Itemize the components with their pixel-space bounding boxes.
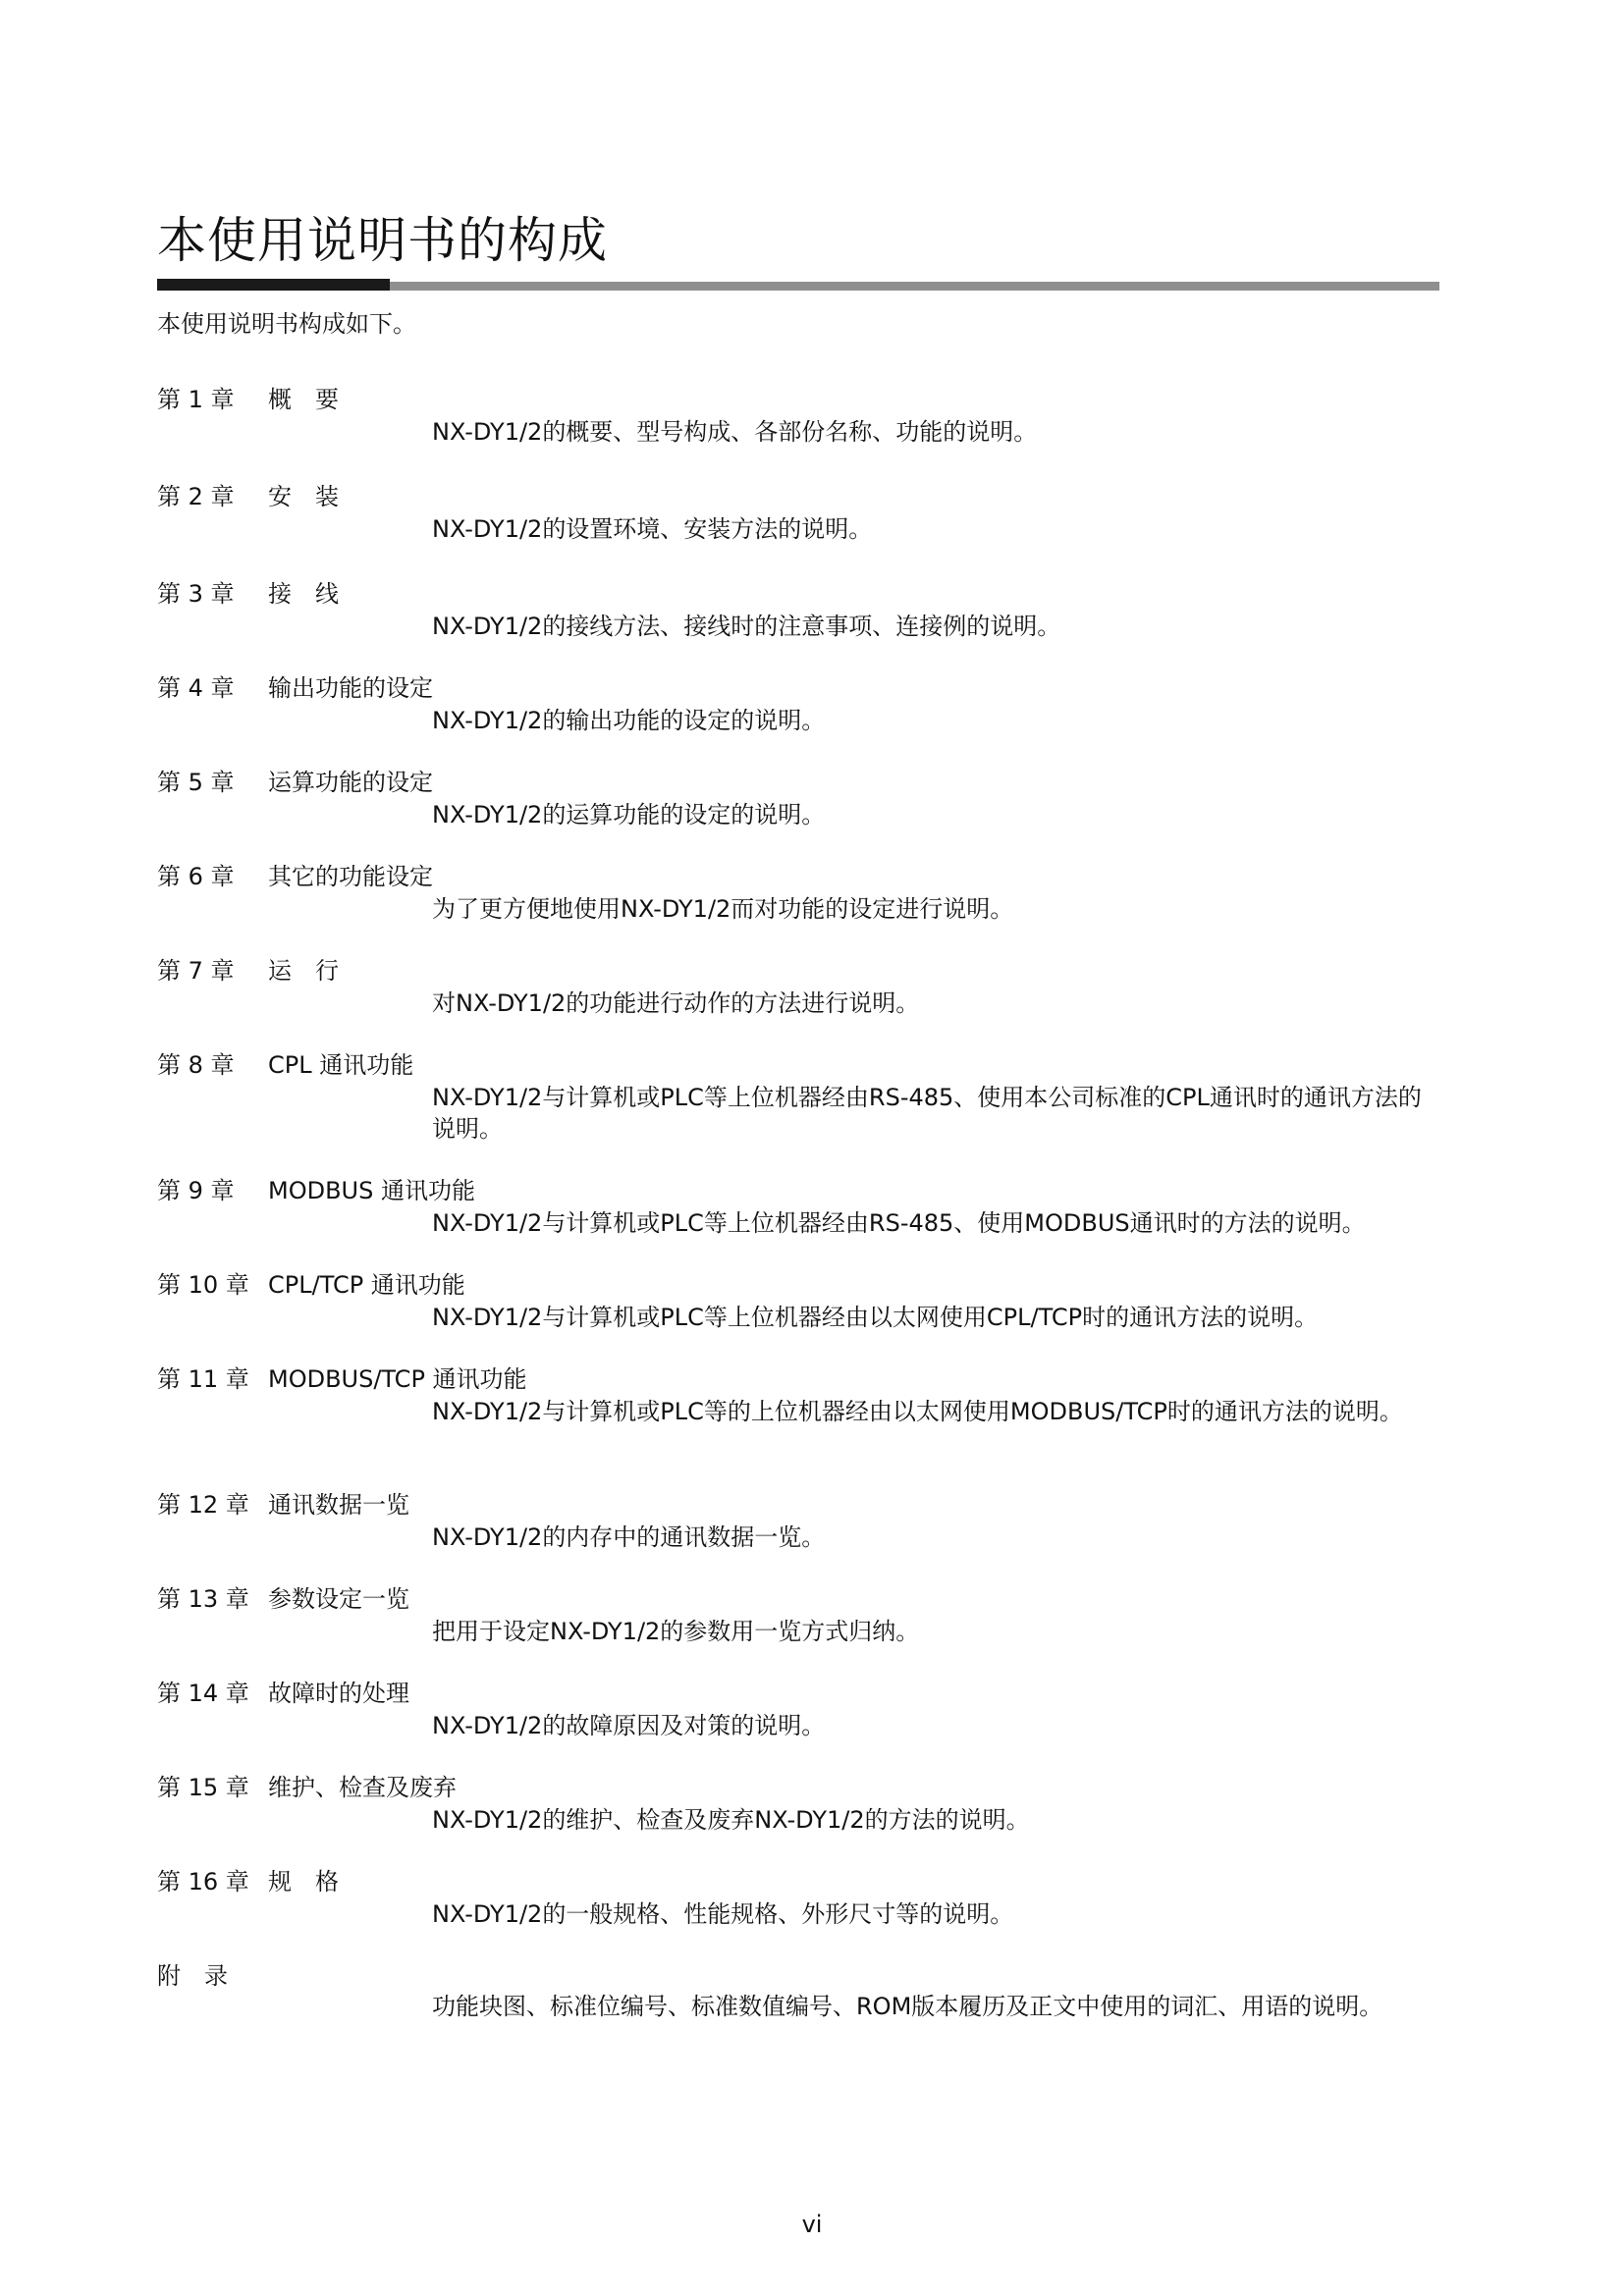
chapter-description: NX-DY1/2与计算机或PLC等上位机器经由RS-485、使用本公司标准的CPL通讯时的通讯方法的说明。 [432, 1084, 1422, 1143]
chapter-description: NX-DY1/2的接线方法、接线时的注意事项、连接例的说明。 [432, 613, 1061, 640]
page-number: vi [801, 2211, 823, 2238]
chapter-title: 参数设定一览 [268, 1585, 409, 1613]
chapter-number: 第 13 章 [157, 1585, 249, 1613]
chapter-entry-appendix [157, 1959, 1453, 2054]
chapter-description: NX-DY1/2的维护、检查及废弃NX-DY1/2的方法的说明。 [432, 1806, 1030, 1834]
chapter-title: MODBUS/TCP 通讯功能 [268, 1365, 527, 1393]
chapter-number: 第 12 章 [157, 1491, 249, 1519]
chapter-description: NX-DY1/2的运算功能的设定的说明。 [432, 801, 826, 828]
chapter-description: NX-DY1/2的概要、型号构成、各部份名称、功能的说明。 [432, 418, 1038, 446]
chapter-entry-15 [157, 1771, 1453, 1865]
chapter-title: 概 要 [268, 386, 339, 413]
chapter-entry-2 [157, 480, 1453, 577]
chapter-title: 通讯数据一览 [268, 1491, 409, 1519]
chapter-number: 第 14 章 [157, 1680, 249, 1707]
chapter-title: 运算功能的设定 [268, 769, 433, 796]
chapter-entry-6 [157, 860, 1453, 954]
chapter-number: 第 8 章 [157, 1051, 235, 1079]
chapter-entry-11 [157, 1362, 1453, 1488]
chapter-description: 功能块图、标准位编号、标准数值编号、ROM版本履历及正文中使用的词汇、用语的说明。 [432, 1993, 1383, 2020]
chapter-number: 第 2 章 [157, 483, 235, 510]
chapter-number: 第 9 章 [157, 1177, 235, 1204]
chapter-title: CPL/TCP 通讯功能 [268, 1271, 465, 1299]
chapter-number: 附 录 [157, 1962, 228, 1990]
chapter-number: 第 4 章 [157, 674, 235, 702]
chapter-entry-4 [157, 671, 1453, 766]
chapter-number: 第 10 章 [157, 1271, 249, 1299]
chapter-number: 第 7 章 [157, 957, 235, 985]
chapter-description: NX-DY1/2与计算机或PLC等的上位机器经由以太网使用MODBUS/TCP时的通讯方法的说明。 [432, 1398, 1403, 1425]
chapter-title: MODBUS 通讯功能 [268, 1177, 475, 1204]
chapter-description: NX-DY1/2与计算机或PLC等上位机器经由RS-485、使用MODBUS通讯时的方法的说明。 [432, 1209, 1366, 1237]
chapter-list [157, 383, 1453, 2054]
chapter-entry-13 [157, 1582, 1453, 1677]
title-rule-dark [157, 279, 390, 291]
chapter-entry-9 [157, 1174, 1453, 1268]
chapter-entry-12 [157, 1488, 1453, 1582]
chapter-title: 其它的功能设定 [268, 863, 433, 890]
chapter-description: NX-DY1/2的内存中的通讯数据一览。 [432, 1523, 826, 1551]
chapter-title: 维护、检查及废弃 [268, 1774, 457, 1801]
chapter-description: NX-DY1/2的输出功能的设定的说明。 [432, 707, 826, 734]
chapter-entry-5 [157, 766, 1453, 860]
chapter-number: 第 11 章 [157, 1365, 249, 1393]
chapter-number: 第 6 章 [157, 863, 235, 890]
chapter-entry-16 [157, 1865, 1453, 1959]
chapter-entry-1 [157, 383, 1453, 480]
intro-text: 本使用说明书构成如下。 [157, 310, 416, 338]
chapter-description: NX-DY1/2与计算机或PLC等上位机器经由以太网使用CPL/TCP时的通讯方法的说明。 [432, 1304, 1319, 1331]
chapter-entry-3 [157, 577, 1453, 671]
chapter-title: 规 格 [268, 1868, 339, 1896]
chapter-number: 第 5 章 [157, 769, 235, 796]
chapter-title: CPL 通讯功能 [268, 1051, 414, 1079]
chapter-title: 输出功能的设定 [268, 674, 433, 702]
title-rule-gray [390, 282, 1439, 291]
page-title: 本使用说明书的构成 [157, 212, 608, 269]
chapter-title: 故障时的处理 [268, 1680, 409, 1707]
chapter-number: 第 15 章 [157, 1774, 249, 1801]
chapter-title: 安 装 [268, 483, 339, 510]
chapter-description: 为了更方便地使用NX-DY1/2而对功能的设定进行说明。 [432, 895, 1014, 923]
chapter-description: NX-DY1/2的设置环境、安装方法的说明。 [432, 515, 873, 543]
chapter-entry-7 [157, 954, 1453, 1048]
chapter-entry-8 [157, 1048, 1453, 1174]
title-rule [157, 279, 1439, 291]
chapter-description: 对NX-DY1/2的功能进行动作的方法进行说明。 [432, 989, 920, 1017]
chapter-description: NX-DY1/2的故障原因及对策的说明。 [432, 1712, 826, 1739]
chapter-number: 第 1 章 [157, 386, 235, 413]
chapter-number: 第 16 章 [157, 1868, 249, 1896]
chapter-title: 接 线 [268, 580, 339, 608]
chapter-entry-10 [157, 1268, 1453, 1362]
chapter-entry-14 [157, 1677, 1453, 1771]
chapter-number: 第 3 章 [157, 580, 235, 608]
chapter-title: 运 行 [268, 957, 339, 985]
chapter-description: 把用于设定NX-DY1/2的参数用一览方式归纳。 [432, 1618, 920, 1645]
chapter-description: NX-DY1/2的一般规格、性能规格、外形尺寸等的说明。 [432, 1900, 1014, 1928]
